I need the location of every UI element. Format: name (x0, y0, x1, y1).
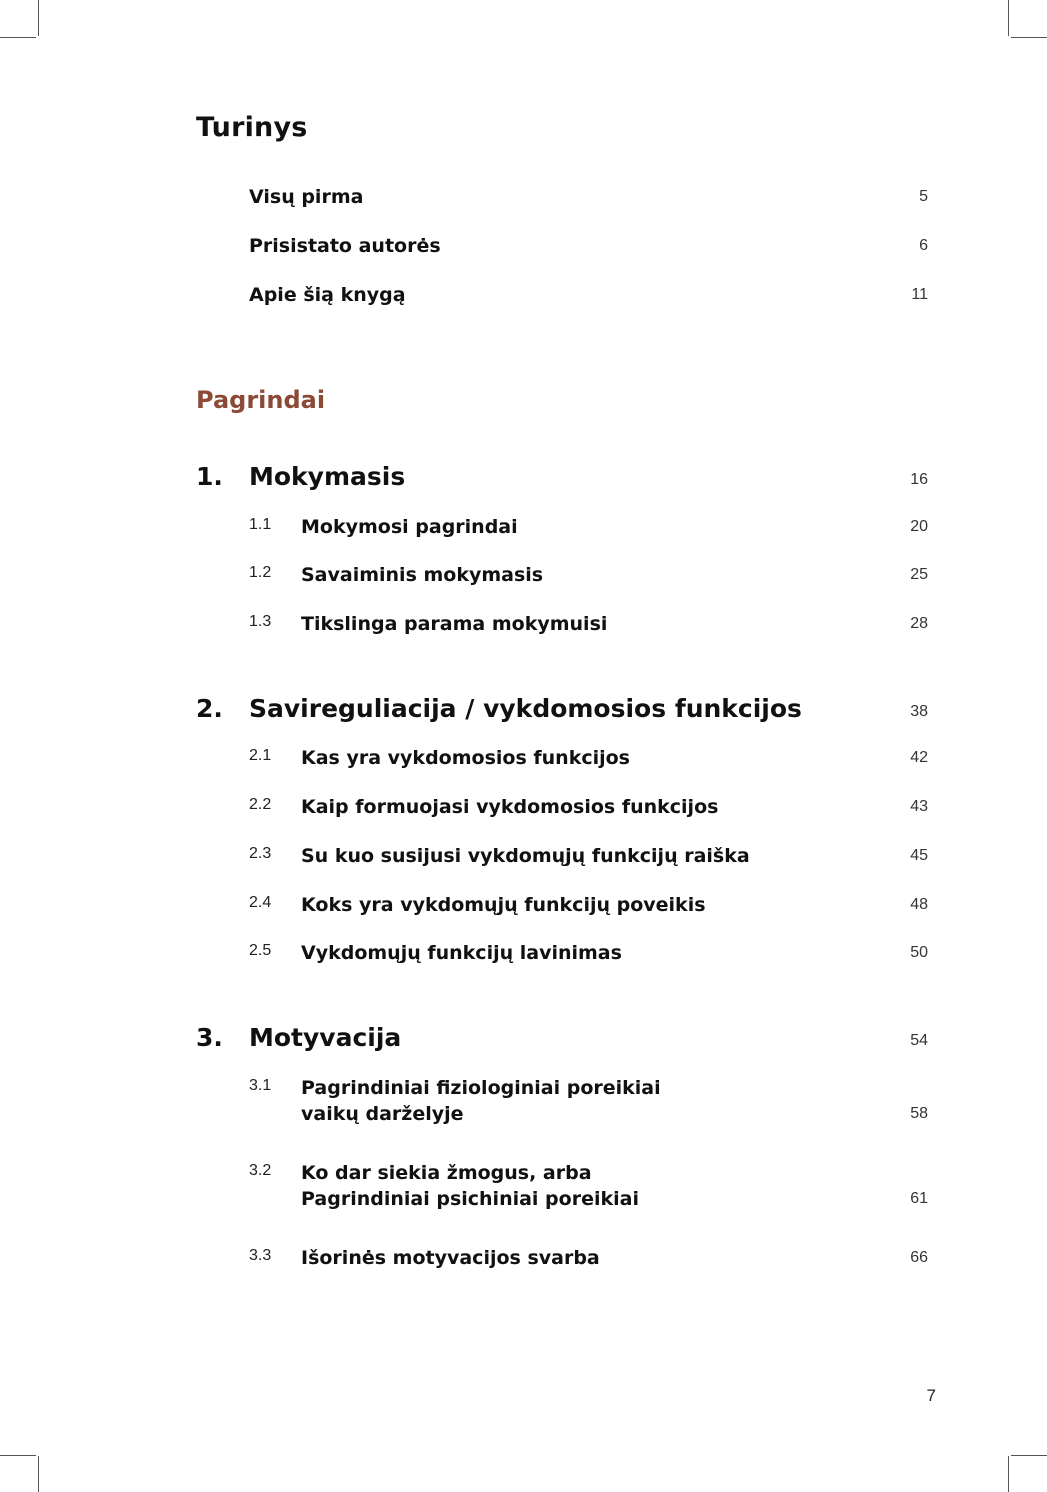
section-title: Pagrindai (196, 386, 326, 414)
chapter-title: Motyvacija (249, 1023, 402, 1052)
subsection-title-line: Pagrindiniai psichiniai poreikiai (301, 1188, 639, 1210)
toc-page-number: 61 (910, 1190, 928, 1207)
subsection-number: 3.2 (249, 1162, 272, 1179)
subsection-title (301, 1075, 661, 1127)
chapter-number: 1. (196, 462, 223, 491)
subsection-title: Koks yra vykdomųjų funkcijų poveikis (301, 894, 706, 916)
subsection-title: Vykdomųjų funkcijų lavinimas (301, 942, 622, 964)
subsection-title: Kaip formuojasi vykdomosios funkcijos (301, 796, 719, 818)
crop-mark (1011, 37, 1047, 38)
subsection-title: Išorinės motyvacijos svarba (301, 1247, 600, 1269)
footer-page-number: 7 (926, 1386, 936, 1405)
subsection-number: 1.3 (249, 613, 272, 630)
chapter-number: 3. (196, 1023, 223, 1052)
crop-mark (0, 1455, 36, 1456)
toc-page-number: 11 (911, 286, 928, 303)
toc-page-number: 45 (910, 847, 928, 864)
crop-mark (1008, 1456, 1009, 1492)
subsection-number: 1.2 (249, 564, 272, 581)
toc-entry-label: Visų pirma (249, 186, 364, 208)
subsection-number: 3.1 (249, 1077, 272, 1094)
crop-mark (1008, 0, 1009, 36)
subsection-title-line: Pagrindiniai fiziologiniai poreikiai (301, 1077, 661, 1099)
subsection-title (301, 1160, 639, 1212)
subsection-title-line: vaikų darželyje (301, 1103, 464, 1125)
chapter-title: Mokymasis (249, 462, 406, 491)
crop-mark (0, 37, 36, 38)
toc-page-number: 50 (910, 944, 928, 961)
subsection-title: Su kuo susijusi vykdomųjų funkcijų raiška (301, 845, 750, 867)
toc-page-number: 20 (910, 518, 928, 535)
toc-page-number: 42 (910, 749, 928, 766)
subsection-number: 2.1 (249, 747, 272, 764)
toc-page-number: 58 (910, 1105, 928, 1122)
subsection-number: 2.2 (249, 796, 272, 813)
chapter-title: Savireguliacija / vykdomosios funkcijos (249, 694, 802, 723)
toc-page-number: 28 (910, 615, 928, 632)
subsection-title: Kas yra vykdomosios funkcijos (301, 747, 630, 769)
crop-mark (1011, 1455, 1047, 1456)
crop-mark (38, 0, 39, 36)
subsection-number: 2.3 (249, 845, 272, 862)
toc-page-number: 16 (910, 471, 928, 488)
subsection-title: Savaiminis mokymasis (301, 564, 544, 586)
subsection-title: Mokymosi pagrindai (301, 516, 518, 538)
subsection-number: 3.3 (249, 1247, 272, 1264)
toc-page-number: 25 (910, 566, 928, 583)
subsection-number: 2.5 (249, 942, 272, 959)
page-title: Turinys (196, 112, 308, 143)
toc-page-number: 43 (910, 798, 928, 815)
toc-page-number: 54 (910, 1032, 928, 1049)
toc-page-number: 48 (910, 896, 928, 913)
toc-page-number: 5 (919, 188, 928, 205)
toc-entry-label: Apie šią knygą (249, 284, 406, 306)
toc-page-number: 6 (919, 237, 928, 254)
subsection-number: 1.1 (249, 516, 272, 533)
toc-entry-label: Prisistato autorės (249, 235, 441, 257)
subsection-title: Tikslinga parama mokymuisi (301, 613, 608, 635)
chapter-number: 2. (196, 694, 223, 723)
subsection-title-line: Ko dar siekia žmogus, arba (301, 1162, 592, 1184)
toc-page-number: 66 (910, 1249, 928, 1266)
crop-mark (38, 1456, 39, 1492)
toc-page-number: 38 (910, 703, 928, 720)
subsection-number: 2.4 (249, 894, 272, 911)
